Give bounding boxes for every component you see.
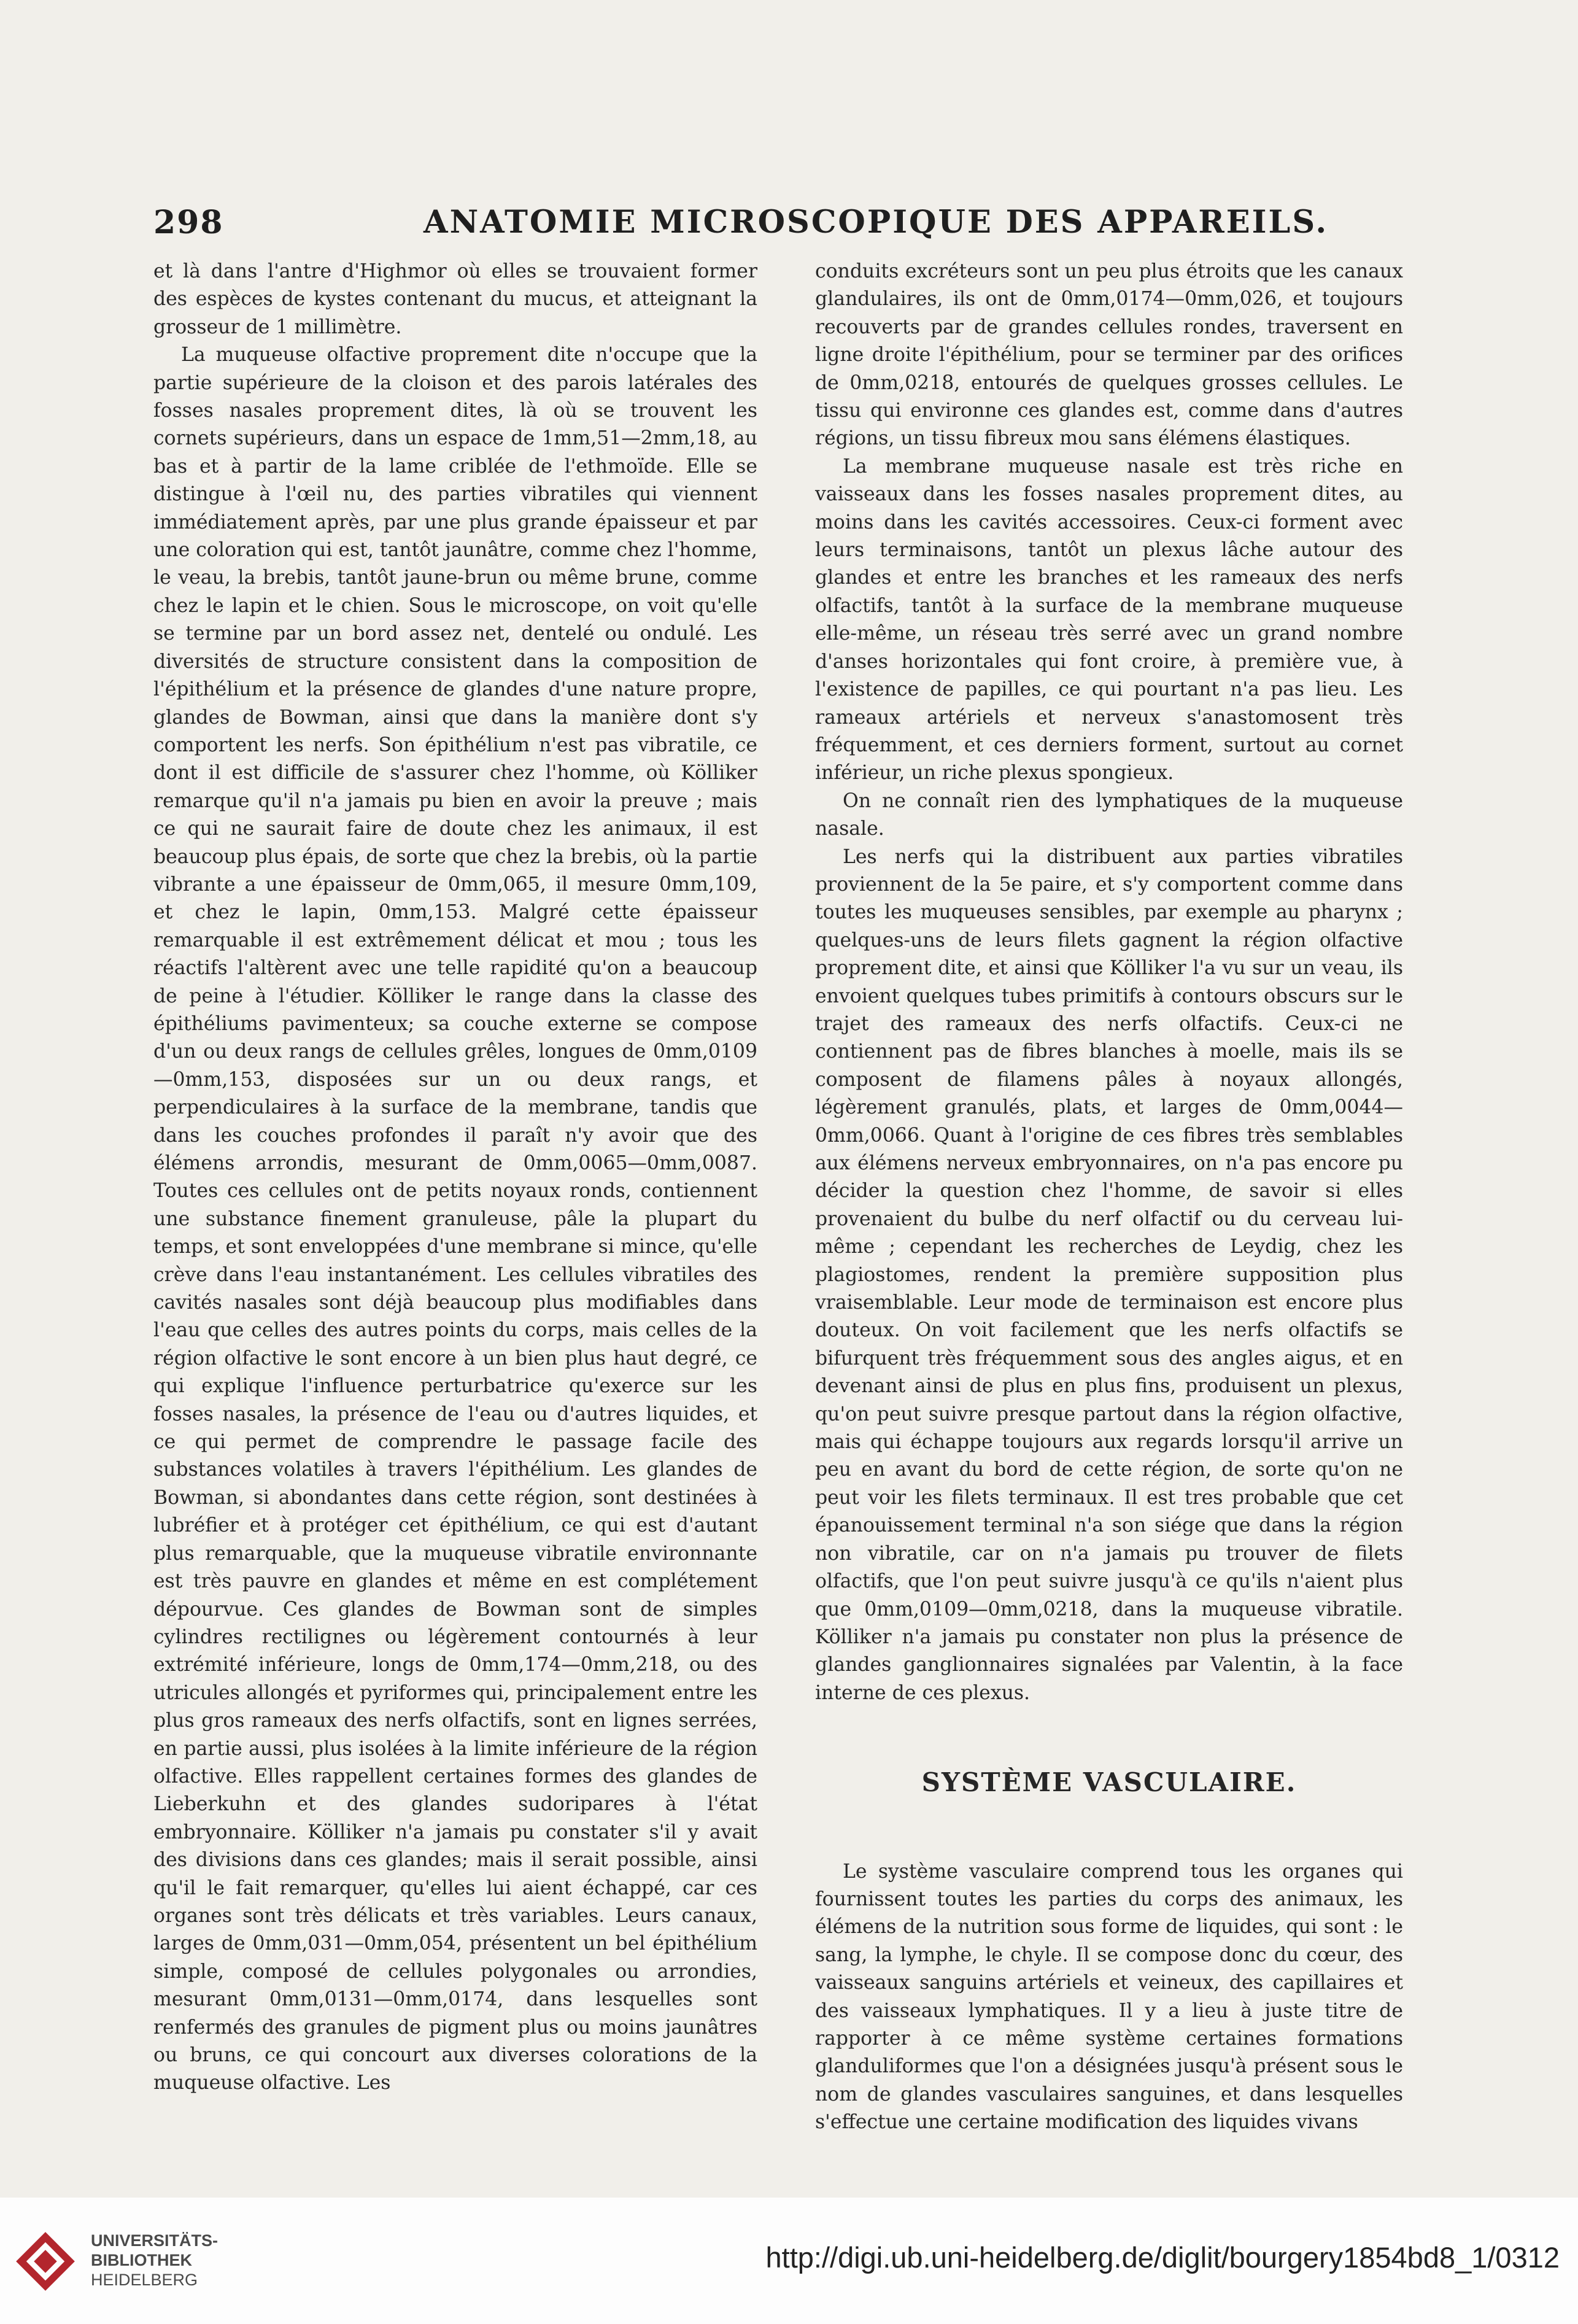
left-column (153, 258, 757, 2097)
paragraph: On ne connaît rien des lymphatiques de la muqueuse nasale. (815, 789, 1403, 840)
document-url-link[interactable]: http://digi.ub.uni-heidelberg.de/diglit/bourgery1854bd8_1/0312 (765, 2241, 1560, 2274)
page-header (153, 204, 1412, 253)
institution-line: HEIDELBERG (91, 2271, 198, 2289)
university-seal-icon (14, 2229, 77, 2293)
running-title: ANATOMIE MICROSCOPIQUE DES APPAREILS. (424, 204, 1329, 241)
paragraph: conduits excréteurs sont un peu plus étroits que les canaux glandulaires, ils ont de 0mm,0174—0mm,026, et toujours recouverts par de grandes cellules rondes, traversent en ligne droite l'épithélium, pour se terminer par des orifices de 0mm,0218, entourés de quelques grosses cellules. Le tissu qui environne ces glandes est, comme dans d'autres régions, un tissu fibreux mou sans élémens élastiques. (815, 260, 1403, 450)
page-number: 298 (153, 204, 224, 241)
paragraph: et là dans l'antre d'Highmor où elles se trouvaient former des espèces de kystes contenant du mucus, et atteignant la grosseur de 1 millimètre. (153, 260, 757, 338)
paragraph: La membrane muqueuse nasale est très riche en vaisseaux dans les fosses nasales proprement dites, au moins dans les cavités accessoires. Ceux-ci forment avec leurs terminaisons, tantôt un plexus lâche autour des glandes et entre les branches et les rameaux des nerfs olfactifs, tantôt à la surface de la membrane muqueuse elle-même, un réseau très serré avec un grand nombre d'anses horizontales qui font croire, à première vue, à l'existence de papilles, ce qui pourtant n'a pas lieu. Les rameaux artériels et nerveux s'anastomosent très fréquemment, et ces derniers forment, surtout au cornet inférieur, un riche plexus spongieux. (815, 455, 1403, 784)
institution-line: BIBLIOTHEK (91, 2251, 192, 2269)
section-heading: SYSTÈME VASCULAIRE. (921, 1767, 1297, 1798)
paragraph: La muqueuse olfactive proprement dite n'occupe que la partie supérieure de la cloison et des parois latérales des fosses nasales proprement dites, là où se trouvent les cornets supérieurs, dans un espace de 1mm,51—2mm,18, au bas et à partir de la lame criblée de l'ethmoïde. Elle se distingue à l'œil nu, des parties vibratiles qui viennent immédiatement après, par une plus grande épaisseur et par une coloration qui est, tantôt jaunâtre, comme chez l'homme, le veau, la brebis, tantôt jaune-brun ou même brune, comme chez le lapin et le chien. Sous le microscope, on voit qu'elle se termine par un bord assez net, dentelé ou ondulé. Les diversités de structure consistent dans la composition de l'épithélium et la présence de glandes d'une nature propre, glandes de Bowman, ainsi que dans la manière dont s'y comportent les nerfs. Son épithélium n'est pas vibratile, ce dont il est difficile de s'assurer chez l'homme, où Kölliker remarque qu'il n'a jamais pu bien en avoir la preuve ; mais ce qui ne saurait faire de doute chez les animaux, il est beaucoup plus épais, de sorte que chez la brebis, où la partie vibrante a une épaisseur de 0mm,065, il mesure 0mm,109, et chez le lapin, 0mm,153. Malgré cette épaisseur remarquable il est extrêmement délicat et mou ; tous les réactifs l'altèrent avec une telle rapidité qu'on a beaucoup de peine à l'étudier. Kölliker le range dans la classe des épithéliums pavimenteux; sa couche externe se compose d'un ou deux rangs de cellules grêles, longues de 0mm,0109—0mm,153, disposées sur un ou deux rangs, et perpendiculaires à la surface de la membrane, tandis que dans les couches profondes il paraît n'y avoir que des élémens arrondis, mesurant de 0mm,0065—0mm,0087. Toutes ces cellules ont de petits noyaux ronds, contiennent une substance finement granuleuse, pâle la plupart du temps, et sont enveloppées d'une membrane si mince, qu'elle crève dans l'eau instantanément. Les cellules vibratiles des cavités nasales sont déjà beaucoup plus modifiables dans l'eau que celles des autres points du corps, mais celles de la région olfactive le sont encore à un bien plus haut degré, ce qui explique l'influence perturbatrice qu'exerce sur les fosses nasales, la présence de l'eau ou d'autres liquides, et ce qui permet de comprendre le passage facile des substances volatiles à travers l'épithélium. Les glandes de Bowman, si abondantes dans cette région, sont destinées à lubréfier et à protéger cet épithélium, ce qui est d'autant plus remarquable, que la muqueuse vibratile environnante est très pauvre en glandes et même en est complétement dépourvue. Ces glandes de Bowman sont de simples cylindres rectilignes ou légèrement contournés à leur extrémité inférieure, longs de 0mm,174—0mm,218, ou des utricules allongés et pyriformes qui, principalement entre les plus gros rameaux des nerfs olfactifs, sont en lignes serrées, en partie aussi, plus isolées à la limite inférieure de la région olfactive. Elles rappellent certaines formes des glandes de Lieberkuhn et des glandes sudoripares à l'état embryonnaire. Kölliker n'a jamais pu constater s'il y avait des divisions dans ces glandes; mais il serait possible, ainsi qu'il le fait remarquer, qu'elles lui aient échappé, car ces organes sont très délicats et très variables. Leurs canaux, larges de 0mm,031—0mm,054, présentent un bel épithélium simple, composé de cellules polygonales ou arrondies, mesurant 0mm,0131—0mm,0174, dans lesquelles sont renfermés des granules de pigment plus ou moins jaunâtres ou bruns, ce qui concourt aux diverses colorations de la muqueuse olfactive. Les (153, 344, 757, 2094)
right-column (815, 258, 1403, 2137)
institution-name (91, 2231, 218, 2290)
paragraph: Les nerfs qui la distribuent aux parties vibratiles proviennent de la 5e paire, et s'y comportent comme dans toutes les muqueuses sensibles, par exemple au pharynx ; quelques-uns de leurs filets gagnent la région olfactive proprement dite, et ainsi que Kölliker l'a vu sur un veau, ils envoient quelques tubes primitifs à contours obscurs sur le trajet des rameaux des nerfs olfactifs. Ceux-ci ne contiennent pas de fibres blanches à moelle, mais ils se composent de filamens pâles à noyaux allongés, légèrement granulés, plats, et larges de 0mm,0044—0mm,0066. Quant à l'origine de ces fibres très semblables aux élémens nerveux embryonnaires, on n'a pas encore pu décider la question chez l'homme, de savoir si elles provenaient du bulbe du nerf olfactif ou du cerveau lui-même ; cependant les recherches de Leydig, chez les plagiostomes, rendent la première supposition plus vraisemblable. Leur mode de terminaison est encore plus douteux. On voit facilement que les nerfs olfactifs se bifurquent très fréquemment sous des angles aigus, et en devenant ainsi de plus en plus fins, produisent un plexus, qu'on peut suivre presque partout dans la région olfactive, mais qui échappe toujours aux regards lorsqu'il arrive un peu en avant du bord de cette région, de sorte qu'on ne peut voir les filets terminaux. Il est tres probable que cet épanouissement terminal n'a son siége que dans la région non vibratile, car on n'a jamais pu trouver de filets olfactifs, que l'on peut suivre jusqu'à ce qu'ils n'aient plus que 0mm,0109—0mm,0218, dans la muqueuse vibratile. Kölliker n'a jamais pu constater non plus la présence de glandes ganglionnaires signalées par Valentin, à la face interne de ces plexus. (815, 845, 1403, 1704)
institution-line: UNIVERSITÄTS- (91, 2231, 219, 2250)
library-footer (0, 2198, 1578, 2324)
paragraph: Le système vasculaire comprend tous les organes qui fournissent toutes les parties du corps des animaux, les élémens de la nutrition sous forme de liquides, qui sont : le sang, la lymphe, le chyle. Il se compose donc du cœur, des vaisseaux sanguins artériels et veineux, des capillaires et des vaisseaux lymphatiques. Il y a lieu à juste titre de rapporter à ce même système certaines formations glanduliformes que l'on a désignées jusqu'à présent sous le nom de glandes vasculaires sanguines, et dans lesquelles s'effectue une certaine modification des liquides vivans (815, 1860, 1403, 2134)
